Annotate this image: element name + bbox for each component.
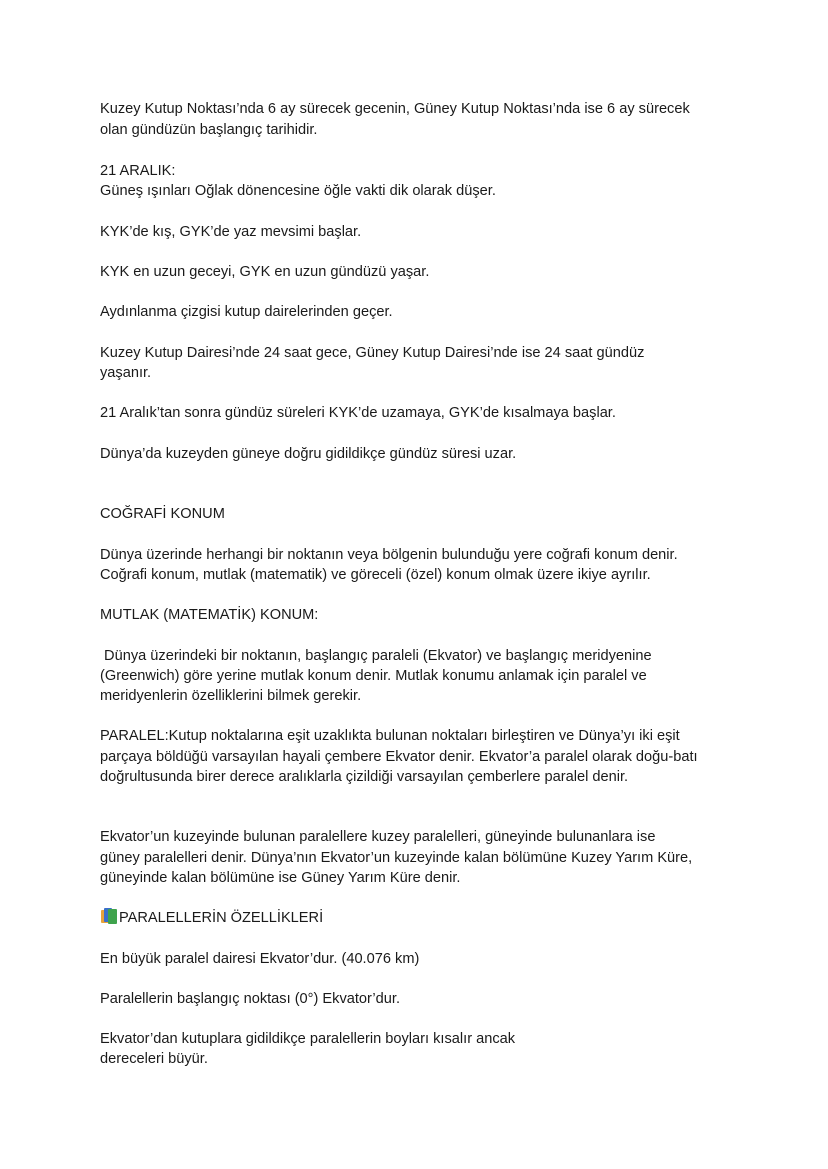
- mutlak-konum-line-2: (Greenwich) göre yerine mutlak konum denir. Mutlak konumu anlamak için paralel ve: [100, 668, 647, 684]
- ozellikler-item-3-line-1: Ekvator’dan kutuplara gidildikçe paralellerin boyları kısalır ancak: [100, 1031, 516, 1047]
- books-icon: [101, 908, 118, 924]
- cografi-konum-heading: COĞRAFİ KONUM: [100, 506, 225, 522]
- intro-line-2: olan gündüzün başlangıç tarihidir.: [100, 122, 318, 138]
- cografi-konum-line-1: Dünya üzerinde herhangi bir noktanın veya bölgenin bulunduğu yere coğrafi konum denir.: [100, 547, 678, 563]
- aralik-paragraph-7: Dünya’da kuzeyden güneye doğru gidildikçe gündüz süresi uzar.: [100, 446, 517, 462]
- mutlak-konum-line-3: meridyenlerin özelliklerini bilmek gerekir.: [100, 688, 362, 704]
- aralik-paragraph-3: KYK en uzun geceyi, GYK en uzun gündüzü yaşar.: [100, 264, 430, 280]
- aralik-paragraph-5-line-2: yaşanır.: [100, 365, 152, 381]
- aralik-paragraph-4: Aydınlanma çizgisi kutup dairelerinden geçer.: [100, 304, 393, 320]
- aralik-paragraph-5-line-1: Kuzey Kutup Dairesi’nde 24 saat gece, Güney Kutup Dairesi’nde ise 24 saat gündüz: [100, 345, 645, 361]
- paralel-definition-line-1: PARALEL:Kutup noktalarına eşit uzaklıkta bulunan noktaları birleştiren ve Dünya’yı iki eşit: [100, 728, 680, 744]
- ozellikler-item-1: En büyük paralel dairesi Ekvator’dur. (40.076 km): [100, 951, 420, 967]
- ozellikler-heading-row: [101, 908, 323, 929]
- paralel-definition-line-2: parçaya böldüğü varsayılan hayali çembere Ekvator denir. Ekvator’a paralel olarak doğu-batı: [100, 749, 698, 765]
- paralel-hemispheres-line-2: güney paralelleri denir. Dünya’nın Ekvator’un kuzeyinde kalan bölümüne Kuzey Yarım Küre,: [100, 850, 693, 866]
- cografi-konum-line-2: Coğrafi konum, mutlak (matematik) ve göreceli (özel) konum olmak üzere ikiye ayrılır.: [100, 567, 651, 583]
- ozellikler-item-3-line-2: dereceleri büyür.: [100, 1051, 208, 1067]
- mutlak-konum-line-1: Dünya üzerindeki bir noktanın, başlangıç paraleli (Ekvator) ve başlangıç meridyenine: [100, 648, 652, 664]
- aralik-paragraph-6: 21 Aralık’tan sonra gündüz süreleri KYK’de uzamaya, GYK’de kısalmaya başlar.: [100, 405, 616, 421]
- paralel-hemispheres-line-1: Ekvator’un kuzeyinde bulunan paralellere kuzey paralelleri, güneyinde bulunanlara ise: [100, 829, 656, 845]
- ozellikler-item-2: Paralellerin başlangıç noktası (0°) Ekvator’dur.: [100, 991, 401, 1007]
- paralel-hemispheres-line-3: güneyinde kalan bölümüne ise Güney Yarım Küre denir.: [100, 870, 461, 886]
- aralik-paragraph-1: Güneş ışınları Oğlak dönencesine öğle vakti dik olarak düşer.: [100, 183, 496, 199]
- mutlak-konum-heading: MUTLAK (MATEMATİK) KONUM:: [100, 607, 319, 623]
- paralel-definition-line-3: doğrultusunda birer derece aralıklarla çizildiği varsayılan çemberlere paralel denir.: [100, 769, 629, 785]
- intro-line-1: Kuzey Kutup Noktası’nda 6 ay sürecek gecenin, Güney Kutup Noktası’nda ise 6 ay sürecek: [100, 101, 690, 117]
- ozellikler-heading: PARALELLERİN ÖZELLİKLERİ: [119, 910, 324, 926]
- aralik-heading: 21 ARALIK:: [100, 163, 176, 179]
- aralik-paragraph-2: KYK’de kış, GYK’de yaz mevsimi başlar.: [100, 224, 362, 240]
